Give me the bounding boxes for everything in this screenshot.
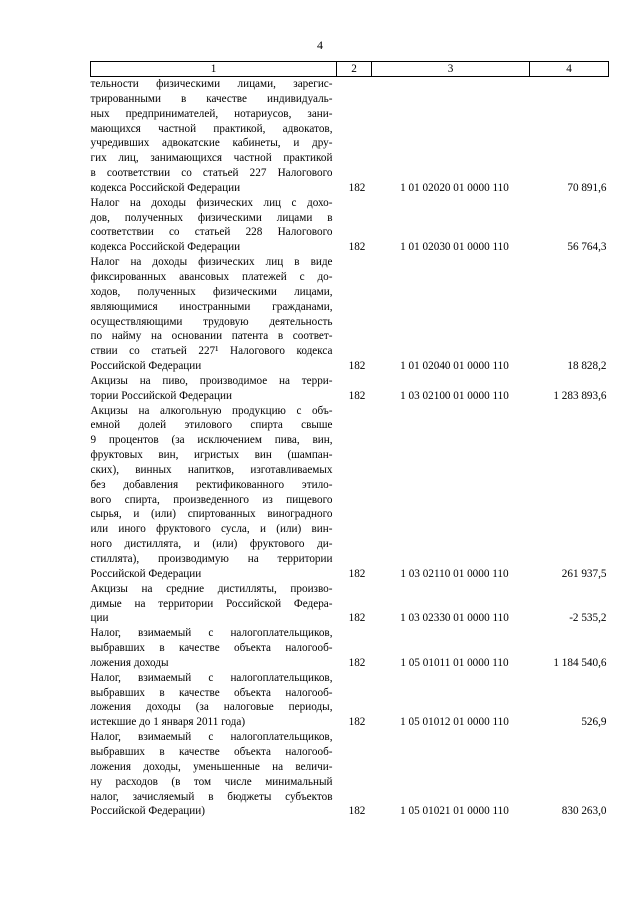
description-line: тельности физическими лицами, зарегис-: [90, 78, 333, 90]
row-description: [91, 626, 337, 671]
description-line: Налог на доходы физических лиц с дохо-: [90, 196, 333, 209]
row-description: [91, 730, 337, 819]
description-line: Акцизы на средние дистилляты, произво-: [90, 582, 333, 595]
description-line: учредивших адвокатские кабинеты, и дру-: [90, 137, 333, 150]
row-amount: 1 184 540,6: [553, 656, 607, 669]
column-header-3: 3: [372, 62, 530, 77]
column-header-1: 1: [91, 62, 337, 77]
table-row: [91, 196, 609, 255]
row-description: [91, 77, 337, 196]
row-budget-code: 1 03 02330 01 0000 110: [400, 612, 509, 625]
description-line: ложения доходы, уменьшенные на величи-: [90, 760, 333, 773]
description-line: являющимися иностранными гражданами,: [90, 300, 333, 313]
description-line: мающихся частной практикой, адвокатов,: [90, 122, 333, 135]
row-amount: 56 764,3: [567, 241, 607, 254]
row-description: [91, 582, 337, 627]
table-row: [91, 77, 609, 196]
row-budget-code: 1 01 02030 01 0000 110: [400, 241, 509, 254]
row-budget-code: 1 03 02100 01 0000 110: [400, 389, 509, 402]
description-line: стиллята), производимую на территории: [90, 553, 333, 565]
row-admin-code: 182: [348, 656, 366, 669]
description-line: кодекса Российской Федерации: [90, 241, 241, 254]
description-line: димые на территории Российской Федера-: [90, 597, 333, 610]
table-row: [91, 671, 609, 730]
description-line: истекшие до 1 января 2011 года): [90, 716, 246, 729]
description-line: сырья, и (или) спиртованных виноградного: [90, 508, 333, 521]
description-line: гих лиц, занимающихся частной практикой: [90, 152, 333, 165]
description-line: или иного фруктового сусла, и (или) вин-: [90, 523, 333, 536]
description-line: ложения доходы (за налоговые периоды,: [90, 701, 333, 714]
description-line: осуществляющими трудовую деятельность: [90, 315, 333, 328]
description-line: ствии со статьей 227¹ Налогового кодекса: [90, 345, 333, 358]
description-line: выбравших в качестве объекта налогооб-: [90, 642, 333, 655]
description-line: кодекса Российской Федерации: [90, 181, 241, 194]
description-line: ских), винных напитков, изготавливаемых: [90, 463, 333, 476]
table-row: [91, 626, 609, 671]
table-row: [91, 730, 609, 819]
row-admin-code: 182: [348, 567, 366, 580]
row-amount: 18 828,2: [567, 360, 607, 373]
row-amount: -2 535,2: [569, 612, 607, 625]
description-line: ходов, полученных физическими лицами,: [90, 285, 333, 298]
description-line: Акцизы на пиво, производимое на терри-: [90, 374, 333, 387]
table-row: [91, 255, 609, 374]
description-line: ложения доходы: [90, 656, 169, 669]
row-budget-code: 1 05 01012 01 0000 110: [400, 716, 509, 729]
description-line: тории Российской Федерации: [90, 389, 232, 402]
row-budget-code: 1 01 02020 01 0000 110: [400, 181, 509, 194]
row-amount: 830 263,0: [561, 805, 607, 818]
description-line: в соответствии со статьей 227 Налогового: [90, 167, 333, 180]
description-line: Налог, взимаемый с налогоплательщиков,: [90, 671, 333, 684]
description-line: Российской Федерации: [90, 567, 202, 580]
description-line: фруктовых вин, игристых вин (шампан-: [90, 449, 333, 462]
row-amount: 70 891,6: [567, 181, 607, 194]
column-header-4: 4: [530, 62, 609, 77]
row-admin-code: 182: [348, 181, 366, 194]
table-row: [91, 374, 609, 404]
description-line: выбравших в качестве объекта налогооб-: [90, 686, 333, 699]
description-line: соответствии со статьей 228 Налогового: [90, 226, 333, 239]
row-amount: 526,9: [581, 716, 607, 729]
description-line: Налог, взимаемый с налогоплательщиков,: [90, 731, 333, 744]
description-line: емной долей этилового спирта свыше: [90, 419, 333, 432]
table-row: [91, 404, 609, 582]
row-budget-code: 1 03 02110 01 0000 110: [400, 567, 509, 580]
row-admin-code: 182: [348, 716, 366, 729]
row-description: [91, 196, 337, 255]
row-admin-code: 182: [348, 805, 366, 818]
description-line: Российской Федерации: [90, 360, 202, 373]
table-body: [91, 77, 609, 820]
row-budget-code: 1 05 01021 01 0000 110: [400, 805, 509, 818]
description-line: вого спирта, произведенного из пищевого: [90, 493, 333, 506]
row-admin-code: 182: [348, 360, 366, 373]
row-description: [91, 404, 337, 582]
description-line: ции: [90, 612, 109, 625]
description-line: Налог на доходы физических лиц в виде: [90, 256, 333, 269]
description-line: ного дистиллята, и (или) фруктового ди-: [90, 538, 333, 551]
column-header-2: 2: [337, 62, 372, 77]
description-line: выбравших в качестве объекта налогооб-: [90, 745, 333, 758]
row-description: [91, 255, 337, 374]
description-line: трированными в качестве индивидуаль-: [90, 92, 333, 105]
description-line: по найму на основании патента в соответ-: [90, 330, 333, 343]
revenue-table: [90, 61, 609, 819]
row-budget-code: 1 05 01011 01 0000 110: [400, 656, 509, 669]
table-header-row: [91, 62, 609, 77]
row-admin-code: 182: [348, 389, 366, 402]
row-budget-code: 1 01 02040 01 0000 110: [400, 360, 509, 373]
description-line: ну расходов (в том числе минимальный: [90, 775, 333, 788]
description-line: фиксированных авансовых платежей с до-: [90, 270, 333, 283]
page-number: 4: [317, 38, 323, 52]
row-admin-code: 182: [348, 241, 366, 254]
description-line: Акцизы на алкогольную продукцию с объ-: [90, 404, 333, 417]
table-row: [91, 582, 609, 627]
description-line: Налог, взимаемый с налогоплательщиков,: [90, 627, 333, 640]
description-line: налог, зачисляемый в бюджеты субъектов: [90, 790, 333, 803]
description-line: дов, полученных физическими лицами в: [90, 211, 333, 224]
description-line: без добавления ректификованного этило-: [90, 478, 333, 491]
row-amount: 1 283 893,6: [553, 389, 607, 402]
row-description: [91, 671, 337, 730]
description-line: Российской Федерации): [90, 805, 205, 818]
row-amount: 261 937,5: [561, 567, 607, 580]
row-admin-code: 182: [348, 612, 366, 625]
description-line: ных предпринимателей, нотариусов, зани-: [90, 107, 333, 120]
description-line: 9 процентов (за исключением пива, вин,: [90, 434, 333, 447]
row-description: [91, 374, 337, 404]
